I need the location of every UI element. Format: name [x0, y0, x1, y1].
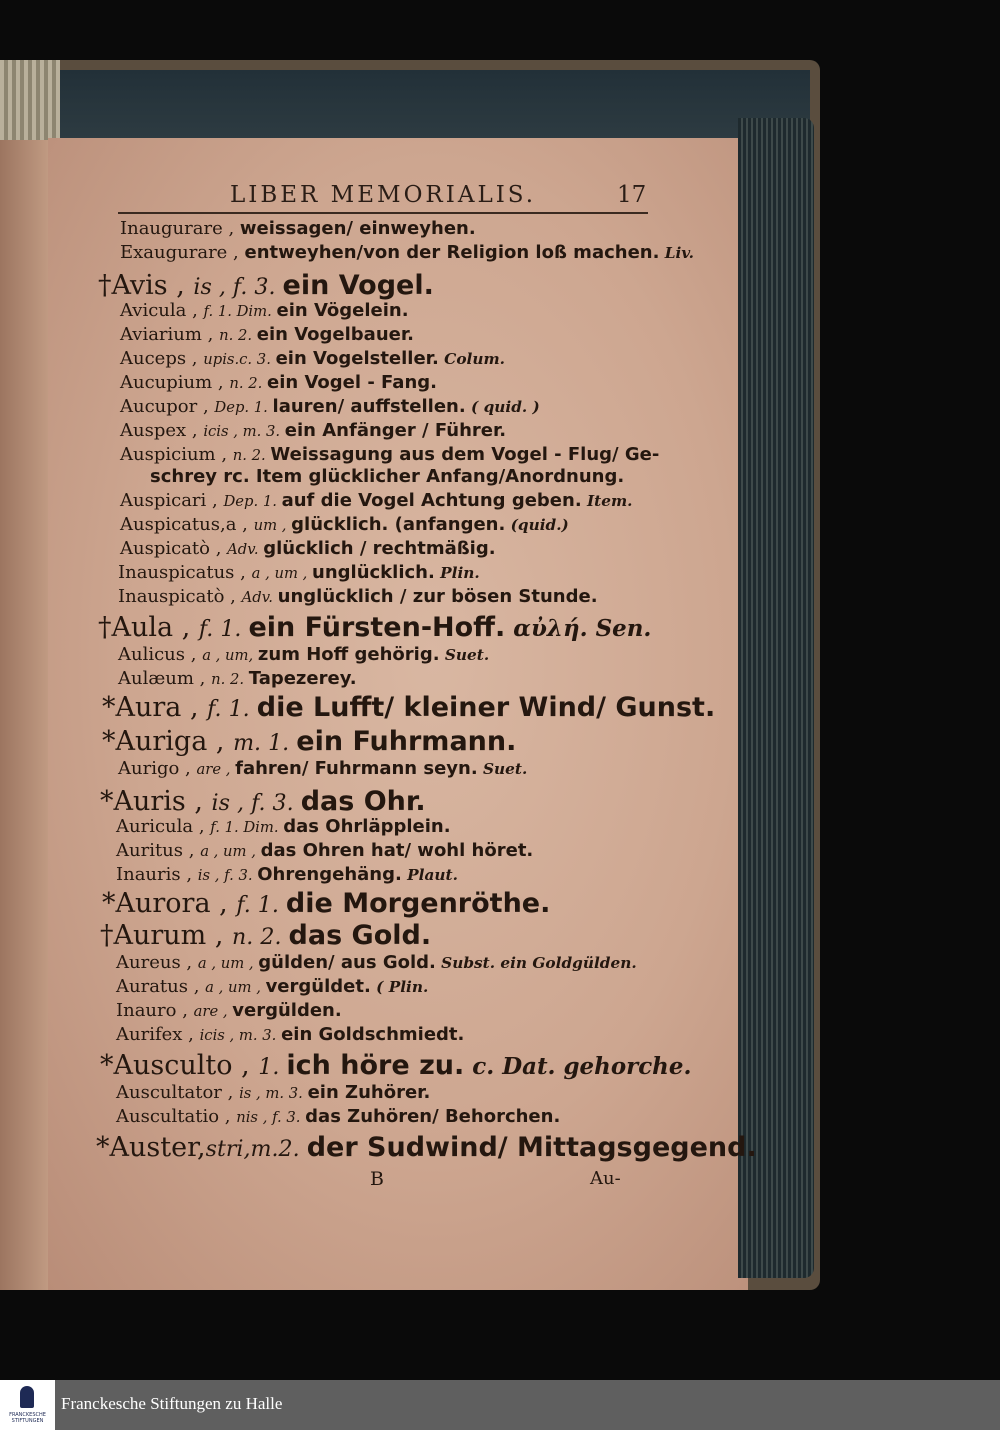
german-gloss: glücklich. (anfangen. — [291, 514, 506, 535]
grammar-note: f. 1. — [207, 696, 257, 722]
latin-term: Avicula , — [120, 300, 204, 321]
grammar-note: m. 1. — [233, 730, 297, 756]
latin-term: †Aula , — [98, 612, 199, 643]
source-note: ( quid. ) — [465, 398, 540, 416]
derived-entry — [118, 758, 527, 779]
latin-term: Inauspicatus , — [118, 562, 252, 583]
derived-entry — [116, 952, 637, 973]
grammar-note: icis , m. 3. — [203, 423, 285, 440]
derived-entry — [116, 976, 428, 997]
latin-term: Aurifex , — [116, 1024, 200, 1045]
grammar-note: f. 1. Dim. — [210, 819, 284, 836]
german-gloss: glücklich / rechtmäßig. — [263, 538, 496, 559]
latin-term: *Aurora , — [102, 888, 237, 919]
derived-entry — [150, 466, 624, 487]
derived-entry — [116, 1000, 342, 1021]
source-note: Plin. — [434, 564, 480, 582]
headword-entry — [96, 1132, 757, 1163]
derived-entry — [116, 1082, 430, 1103]
german-gloss: schrey rc. Item glücklicher Anfang/Anordnung. — [150, 466, 625, 487]
german-gloss: vergüldet. — [265, 976, 371, 997]
latin-term: *Ausculto , — [100, 1050, 259, 1081]
latin-term: Aulæum , — [118, 668, 212, 689]
grammar-note: icis , m. 3. — [199, 1027, 282, 1044]
derived-entry — [118, 644, 489, 665]
grammar-note: Adv. — [227, 541, 264, 558]
source-note: αὐλή. Sen. — [505, 615, 652, 642]
source-note: ( Plin. — [370, 978, 429, 996]
german-gloss: ein Vogel - Fang. — [267, 372, 437, 393]
derived-entry — [120, 324, 414, 345]
german-gloss: das Ohren hat/ wohl höret. — [260, 840, 534, 861]
derived-entry — [116, 840, 533, 861]
latin-term: Aviarium , — [120, 324, 220, 345]
signature-mark: B — [370, 1168, 384, 1190]
grammar-note: upis.c. 3. — [203, 351, 276, 368]
logo-emblem-icon — [20, 1386, 34, 1408]
german-gloss: unglücklich. — [312, 562, 435, 583]
latin-term: Aucupium , — [120, 372, 230, 393]
german-gloss: ein Goldschmiedt. — [281, 1024, 465, 1045]
grammar-note: is , f. 3. — [211, 790, 301, 816]
source-note: Suet. — [477, 760, 528, 778]
headword-entry — [98, 270, 434, 301]
derived-entry — [120, 490, 632, 511]
grammar-note: stri,m.2. — [205, 1136, 307, 1162]
source-note: Suet. — [439, 646, 490, 664]
german-gloss: gülden/ aus Gold. — [258, 952, 436, 973]
german-gloss: das Ohr. — [300, 786, 426, 817]
grammar-note: a , um , — [200, 843, 261, 860]
grammar-note: f. 1. Dim. — [203, 303, 277, 320]
derived-entry — [120, 372, 437, 393]
german-gloss: ein Vögelein. — [276, 300, 409, 321]
source-note: Item. — [581, 492, 633, 510]
derived-entry — [116, 1106, 560, 1127]
german-gloss: Tapezerey. — [248, 668, 357, 689]
derived-entry — [118, 562, 480, 583]
german-gloss: das Gold. — [288, 920, 432, 951]
german-gloss: ein Vogel. — [282, 270, 434, 301]
grammar-note: 1. — [258, 1054, 287, 1080]
latin-term: Inaugurare , — [120, 218, 240, 239]
running-head: LIBER MEMORIALIS. — [230, 182, 537, 208]
german-gloss: auf die Vogel Achtung geben. — [281, 490, 582, 511]
latin-term: Inauro , — [116, 1000, 194, 1021]
grammar-note: is , f. 3. — [193, 274, 283, 300]
headword-entry — [102, 888, 550, 919]
source-note: Liv. — [659, 244, 695, 262]
german-gloss: unglücklich / zur bösen Stunde. — [277, 586, 598, 607]
derived-entry — [116, 816, 451, 837]
derived-entry — [120, 300, 409, 321]
grammar-note: n. 2. — [229, 375, 268, 392]
german-gloss: die Lufft/ kleiner Wind/ Gunst. — [256, 692, 716, 723]
grammar-note: f. 1. — [236, 892, 286, 918]
grammar-note: a , um, — [202, 647, 258, 664]
latin-term: Auspex , — [120, 420, 204, 441]
derived-entry — [120, 396, 540, 417]
latin-term: *Aura , — [102, 692, 208, 723]
german-gloss: ein Vogelsteller. — [275, 348, 439, 369]
german-gloss: ich höre zu. — [286, 1050, 465, 1081]
german-gloss: lauren/ auffstellen. — [272, 396, 466, 417]
derived-entry — [120, 420, 506, 441]
grammar-note: nis , f. 3. — [236, 1109, 306, 1126]
source-note: Colum. — [438, 350, 505, 368]
grammar-note: a , um , — [197, 955, 259, 972]
grammar-note: are , — [193, 1003, 233, 1020]
latin-term: †Aurum , — [100, 920, 233, 951]
derived-entry — [116, 864, 458, 885]
grammar-note: a , um , — [205, 979, 266, 996]
latin-term: Auspicari , — [120, 490, 224, 511]
latin-term: Auspicatus,a , — [120, 514, 254, 535]
derived-entry — [120, 538, 496, 559]
german-gloss: Weissagung aus dem Vogel - Flug/ Ge- — [270, 444, 660, 465]
latin-term: Auceps , — [120, 348, 204, 369]
derived-entry — [120, 514, 569, 535]
latin-term: Inauris , — [116, 864, 198, 885]
german-gloss: fahren/ Fuhrmann seyn. — [235, 758, 478, 779]
latin-term: Aureus , — [116, 952, 198, 973]
source-note: (quid.) — [505, 516, 569, 534]
headword-entry — [102, 726, 516, 757]
derived-entry — [116, 1024, 464, 1045]
catchword: Au- — [590, 1168, 621, 1189]
grammar-note: a , um , — [251, 565, 313, 582]
german-gloss: vergülden. — [232, 1000, 342, 1021]
headword-entry — [102, 692, 715, 723]
latin-term: *Auris , — [100, 786, 212, 817]
german-gloss: ein Vogelbauer. — [256, 324, 415, 345]
german-gloss: entweyhen/von der Religion loß machen. — [244, 242, 660, 263]
latin-term: *Auriga , — [102, 726, 234, 757]
grammar-note: f. 1. — [198, 616, 249, 642]
headword-entry — [100, 920, 431, 951]
german-gloss: ein Zuhörer. — [307, 1082, 431, 1103]
grammar-note: are , — [196, 761, 236, 778]
headword-entry — [100, 1050, 691, 1081]
grammar-note: Dep. 1. — [214, 399, 273, 416]
latin-term: Auspicium , — [120, 444, 233, 465]
latin-term: Aulicus , — [118, 644, 203, 665]
german-gloss: das Ohrläpplein. — [283, 816, 451, 837]
institution-name[interactable]: Franckesche Stiftungen zu Halle — [61, 1394, 283, 1413]
german-gloss: weissagen/ einweyhen. — [239, 218, 476, 239]
institution-logo — [0, 1380, 55, 1430]
latin-term: Auscultator , — [116, 1082, 240, 1103]
headword-entry — [98, 612, 651, 643]
german-gloss: Ohrengehäng. — [257, 864, 402, 885]
headword-entry — [100, 786, 426, 817]
latin-term: Auscultatio , — [116, 1106, 237, 1127]
latin-term: Auritus , — [116, 840, 201, 861]
german-gloss: ein Fürsten-Hoff. — [248, 612, 506, 643]
grammar-note: um , — [253, 517, 292, 534]
grammar-note: is , m. 3. — [239, 1085, 308, 1102]
latin-term: Auricula , — [116, 816, 211, 837]
german-gloss: zum Hoff gehörig. — [257, 644, 440, 665]
source-note: Subst. ein Goldgülden. — [435, 954, 637, 972]
latin-term: Auspicatò , — [120, 538, 228, 559]
grammar-note: is , f. 3. — [197, 867, 258, 884]
german-gloss: ein Fuhrmann. — [296, 726, 517, 757]
german-gloss: die Morgenröthe. — [285, 888, 551, 919]
latin-term: †Avis , — [98, 270, 194, 301]
derived-entry — [120, 242, 694, 263]
logo-text: FRANCKESCHE STIFTUNGEN — [9, 1412, 46, 1424]
grammar-note: Adv. — [241, 589, 278, 606]
derived-entry — [118, 586, 598, 607]
german-gloss: ein Anfänger / Führer. — [284, 420, 507, 441]
latin-term: Inauspicatò , — [118, 586, 242, 607]
german-gloss: der Sudwind/ Mittagsgegend. — [306, 1132, 757, 1163]
grammar-note: n. 2. — [232, 447, 271, 464]
source-note: c. Dat. gehorche. — [464, 1053, 692, 1080]
derived-entry — [120, 218, 476, 239]
grammar-note: n. 2. — [211, 671, 249, 688]
grammar-note: n. 2. — [219, 327, 257, 344]
german-gloss: das Zuhören/ Behorchen. — [305, 1106, 561, 1127]
derived-entry — [120, 444, 659, 465]
page-number: 17 — [617, 182, 647, 208]
derived-entry — [120, 348, 505, 369]
latin-term: Aucupor , — [120, 396, 215, 417]
grammar-note: Dep. 1. — [223, 493, 282, 510]
derived-entry — [118, 668, 357, 689]
latin-term: Auratus , — [116, 976, 206, 997]
latin-term: *Auster, — [96, 1132, 206, 1163]
source-note: Plaut. — [401, 866, 458, 884]
grammar-note: n. 2. — [232, 924, 289, 950]
latin-term: Aurigo , — [118, 758, 197, 779]
latin-term: Exaugurare , — [120, 242, 245, 263]
